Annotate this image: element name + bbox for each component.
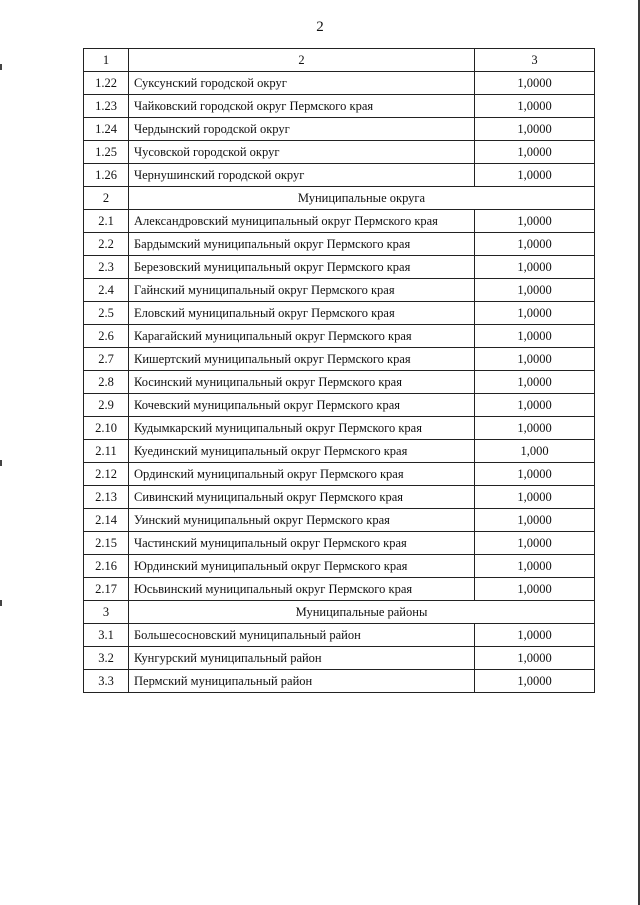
row-number: 1.26: [84, 164, 129, 187]
row-number: 3.1: [84, 624, 129, 647]
table-row: [84, 670, 595, 693]
municipality-name: Еловский муниципальный округ Пермского края: [129, 302, 475, 325]
row-number: 1.22: [84, 72, 129, 95]
row-number: 2.14: [84, 509, 129, 532]
table-row: [84, 348, 595, 371]
municipality-name: Кишертский муниципальный округ Пермского края: [129, 348, 475, 371]
table-row: [84, 463, 595, 486]
row-number: 2.13: [84, 486, 129, 509]
table-row: [84, 555, 595, 578]
municipality-name: Куединский муниципальный округ Пермского края: [129, 440, 475, 463]
municipality-name: Карагайский муниципальный округ Пермского края: [129, 325, 475, 348]
row-number: 3.3: [84, 670, 129, 693]
municipality-name: Косинский муниципальный округ Пермского края: [129, 371, 475, 394]
municipality-name: Кочевский муниципальный округ Пермского края: [129, 394, 475, 417]
section-header-row: [84, 601, 595, 624]
row-number: 1.25: [84, 141, 129, 164]
coefficient-value: 1,0000: [475, 647, 595, 670]
scan-mark: [0, 600, 2, 606]
coefficient-value: 1,0000: [475, 624, 595, 647]
municipality-name: Пермский муниципальный район: [129, 670, 475, 693]
municipality-name: Чусовской городской округ: [129, 141, 475, 164]
row-number: 2.5: [84, 302, 129, 325]
table-row: [84, 509, 595, 532]
coefficient-value: 1,0000: [475, 95, 595, 118]
row-number: 3.2: [84, 647, 129, 670]
row-number: 2.9: [84, 394, 129, 417]
coefficient-value: 1,0000: [475, 325, 595, 348]
section-title: Муниципальные округа: [129, 187, 595, 210]
row-number: 1.23: [84, 95, 129, 118]
table-header-row: [84, 49, 595, 72]
row-number: 2.16: [84, 555, 129, 578]
municipality-name: Кунгурский муниципальный район: [129, 647, 475, 670]
table-row: [84, 118, 595, 141]
municipality-name: Юрдинский муниципальный округ Пермского края: [129, 555, 475, 578]
table-row: [84, 164, 595, 187]
row-number: 2.3: [84, 256, 129, 279]
municipality-name: Большесосновский муниципальный район: [129, 624, 475, 647]
coefficient-value: 1,0000: [475, 394, 595, 417]
row-number: 2.4: [84, 279, 129, 302]
coefficient-value: 1,0000: [475, 578, 595, 601]
row-number: 2.2: [84, 233, 129, 256]
municipality-name: Сивинский муниципальный округ Пермского края: [129, 486, 475, 509]
row-number: 2.7: [84, 348, 129, 371]
section-header-row: [84, 187, 595, 210]
section-number: 3: [84, 601, 129, 624]
section-title: Муниципальные районы: [129, 601, 595, 624]
coefficient-value: 1,0000: [475, 532, 595, 555]
coefficient-value: 1,0000: [475, 371, 595, 394]
table-body: [84, 49, 595, 693]
coefficient-value: 1,0000: [475, 555, 595, 578]
scan-mark: [0, 460, 2, 466]
coefficient-value: 1,0000: [475, 348, 595, 371]
coefficient-value: 1,000: [475, 440, 595, 463]
municipality-name: Суксунский городской округ: [129, 72, 475, 95]
row-number: 2.11: [84, 440, 129, 463]
coefficient-value: 1,0000: [475, 463, 595, 486]
row-number: 1.24: [84, 118, 129, 141]
table-row: [84, 302, 595, 325]
table-row: [84, 394, 595, 417]
municipality-name: Чайковский городской округ Пермского края: [129, 95, 475, 118]
table-row: [84, 532, 595, 555]
municipality-name: Бардымский муниципальный округ Пермского края: [129, 233, 475, 256]
data-table: [83, 48, 595, 693]
coefficient-value: 1,0000: [475, 164, 595, 187]
municipality-name: Чердынский городской округ: [129, 118, 475, 141]
municipality-name: Юсьвинский муниципальный округ Пермского края: [129, 578, 475, 601]
row-number: 2.12: [84, 463, 129, 486]
row-number: 2.8: [84, 371, 129, 394]
table-row: [84, 417, 595, 440]
coefficient-value: 1,0000: [475, 118, 595, 141]
coefficient-value: 1,0000: [475, 210, 595, 233]
row-number: 2.1: [84, 210, 129, 233]
table-row: [84, 371, 595, 394]
table-row: [84, 325, 595, 348]
row-number: 2.17: [84, 578, 129, 601]
coefficient-value: 1,0000: [475, 72, 595, 95]
table-row: [84, 624, 595, 647]
coefficient-value: 1,0000: [475, 486, 595, 509]
header-col-1: 1: [84, 49, 129, 72]
row-number: 2.6: [84, 325, 129, 348]
municipality-name: Гайнский муниципальный округ Пермского края: [129, 279, 475, 302]
table-row: [84, 72, 595, 95]
row-number: 2.15: [84, 532, 129, 555]
table-row: [84, 279, 595, 302]
municipality-name: Кудымкарский муниципальный округ Пермского края: [129, 417, 475, 440]
coefficient-value: 1,0000: [475, 141, 595, 164]
scan-mark: [0, 64, 2, 70]
table-row: [84, 95, 595, 118]
municipality-name: Уинский муниципальный округ Пермского края: [129, 509, 475, 532]
row-number: 2.10: [84, 417, 129, 440]
municipality-name: Ординский муниципальный округ Пермского края: [129, 463, 475, 486]
coefficient-value: 1,0000: [475, 509, 595, 532]
municipality-name: Александровский муниципальный округ Пермского края: [129, 210, 475, 233]
section-number: 2: [84, 187, 129, 210]
table-row: [84, 578, 595, 601]
coefficient-value: 1,0000: [475, 417, 595, 440]
table-row: [84, 141, 595, 164]
coefficient-value: 1,0000: [475, 279, 595, 302]
table-row: [84, 440, 595, 463]
table-row: [84, 256, 595, 279]
coefficient-value: 1,0000: [475, 302, 595, 325]
header-col-2: 2: [129, 49, 475, 72]
table-row: [84, 486, 595, 509]
header-col-3: 3: [475, 49, 595, 72]
municipality-name: Чернушинский городской округ: [129, 164, 475, 187]
municipality-name: Березовский муниципальный округ Пермского края: [129, 256, 475, 279]
page-number: 2: [316, 19, 324, 35]
table-row: [84, 647, 595, 670]
table-row: [84, 210, 595, 233]
table-row: [84, 233, 595, 256]
coefficient-value: 1,0000: [475, 233, 595, 256]
coefficient-value: 1,0000: [475, 670, 595, 693]
coefficient-value: 1,0000: [475, 256, 595, 279]
municipality-name: Частинский муниципальный округ Пермского края: [129, 532, 475, 555]
